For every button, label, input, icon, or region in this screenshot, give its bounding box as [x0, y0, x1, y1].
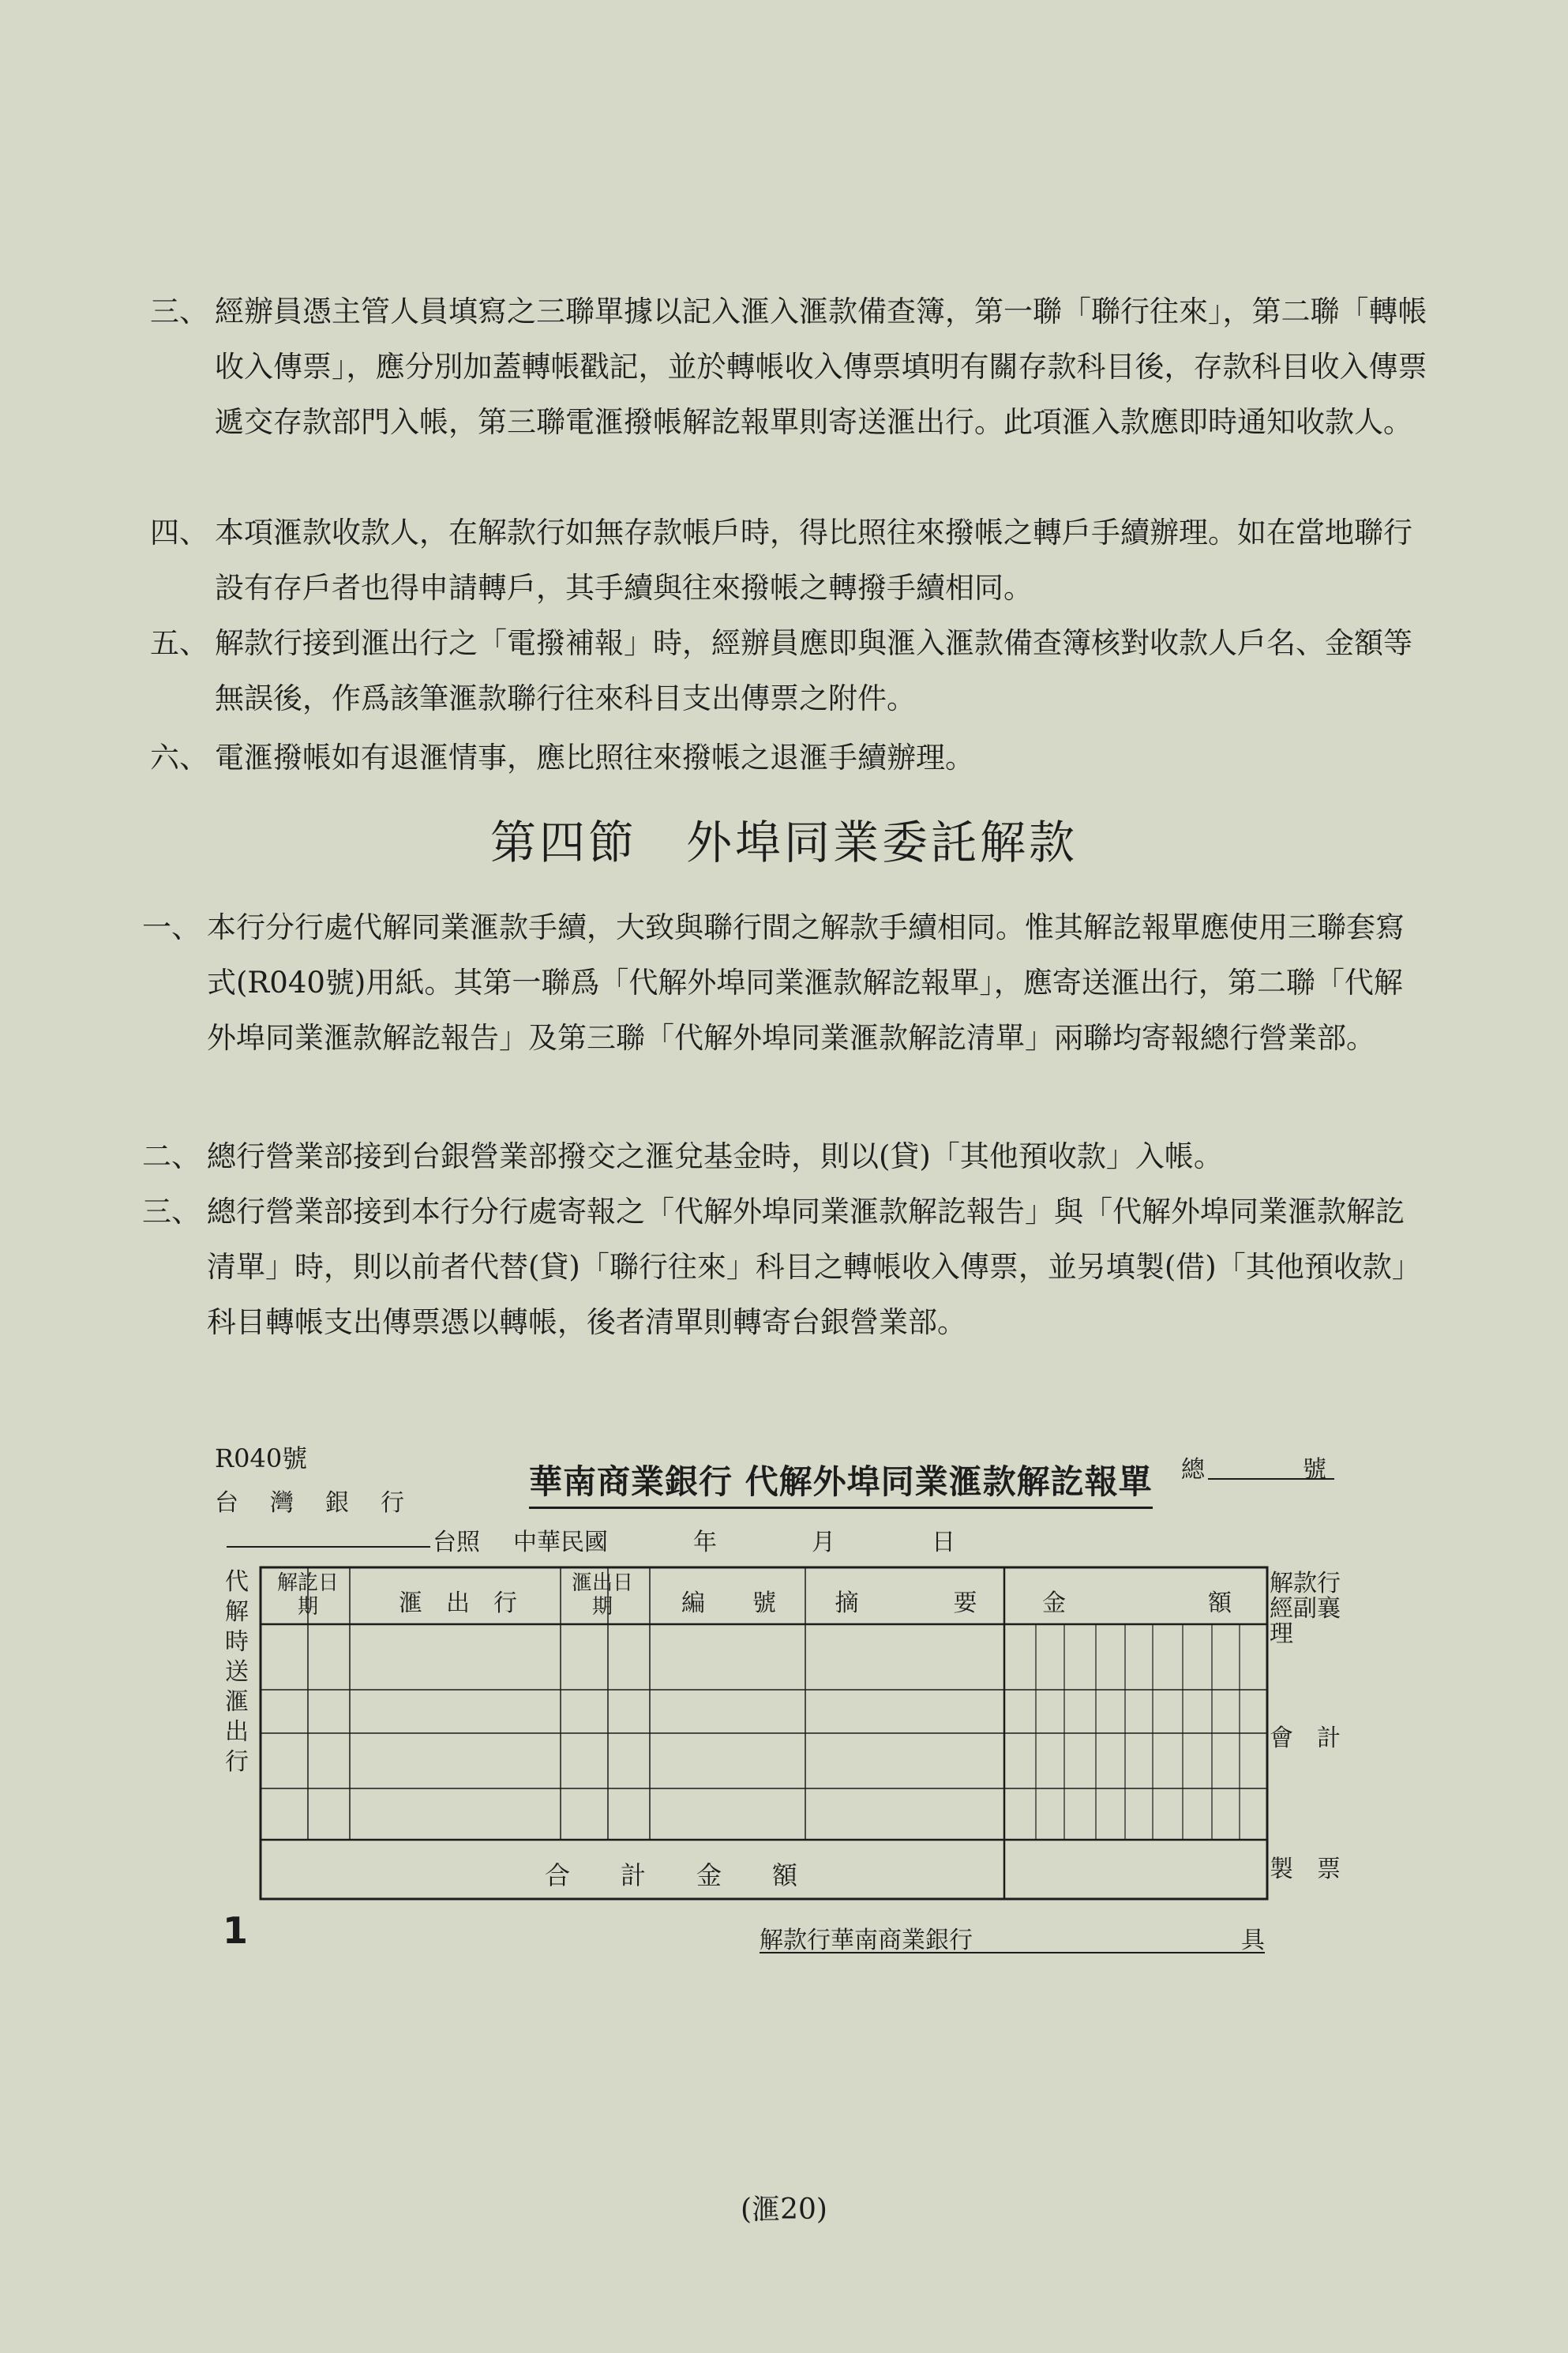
date-month: 月 — [812, 1529, 835, 1556]
date-day: 日 — [932, 1529, 955, 1556]
date-prefix: 台照 — [433, 1529, 480, 1556]
item-number: 四、 — [150, 516, 208, 550]
item-text: 總行營業部接到台銀營業部撥交之滙兌基金時，則以(貸)「其他預收款」入帳。 — [207, 1139, 1223, 1173]
right-label-manager: 解款行經副襄理 — [1270, 1570, 1341, 1648]
item-text: 解款行接到滙出行之「電撥補報」時，經辦員應即與滙入滙款備查簿核對收款人戶名、金額等無誤後，作爲該筆滙款聯行往來科目支出傳票之附件。 — [215, 626, 1412, 715]
header-amount: 金 額 — [1042, 1589, 1232, 1617]
header-settle-date: 解訖日期 — [276, 1571, 339, 1619]
item-text: 本行分行處代解同業滙款手續，大致與聯行間之解款手續相同。惟其解訖報單應使用三聯套寫式(R040號)用紙。其第一聯爲「代解外埠同業滙款解訖報單」，應寄送滙出行，第二聯「代解外埠同業滙款解訖報告」及第三聯「代解外埠同業滙款解訖清單」兩聯均寄報總行營業部。 — [207, 910, 1405, 1055]
item-number: 六、 — [150, 741, 208, 775]
item-number: 二、 — [142, 1139, 201, 1173]
form-page-marker: 1 — [223, 1909, 249, 1952]
section-heading: 第四節 外埠同業委託解款 — [490, 816, 1078, 869]
header-remit-date: 滙出日期 — [571, 1571, 633, 1619]
issuer: 解款行華南商業銀行 — [760, 1927, 973, 1954]
item-number: 三、 — [142, 1195, 201, 1229]
right-label-preparer: 製 票 — [1270, 1856, 1341, 1883]
header-number: 編 號 — [681, 1589, 776, 1617]
right-label-accounting: 會 計 — [1270, 1724, 1341, 1752]
form-title: 華南商業銀行 代解外埠同業滙款解訖報單 — [529, 1456, 1153, 1509]
page-number: (滙20) — [741, 2194, 827, 2226]
date-year: 年 — [693, 1529, 717, 1556]
issuer-line — [760, 1952, 1265, 1953]
serial-label: 總 — [1181, 1456, 1205, 1484]
item-number: 五、 — [150, 626, 208, 660]
form-code: R040號 — [215, 1443, 308, 1473]
item-text: 本項滙款收款人，在解款行如無存款帳戶時，得比照往來撥帳之轉戶手續辦理。如在當地聯行設有存戶者也得申請轉戶，其手續與往來撥帳之轉撥手續相同。 — [215, 516, 1412, 605]
form-recipient: 台灣銀行 — [215, 1489, 436, 1517]
issuer-end: 具 — [1241, 1927, 1265, 1954]
total-label: 合 計 金 額 — [544, 1860, 797, 1890]
item-text: 總行營業部接到本行分行處寄報之「代解外埠同業滙款解訖報告」與「代解外埠同業滙款解訖清單」時，則以前者代替(貸)「聯行往來」科目之轉帳收入傳票，並另填製(借)「其他預收款」科目轉帳支出傳票憑以轉帳，後者清單則轉寄台銀營業部。 — [207, 1195, 1421, 1339]
header-summary: 摘 要 — [835, 1589, 977, 1617]
item-number: 三、 — [150, 295, 208, 328]
side-note-text: 代解時送滙出行 — [225, 1568, 249, 1776]
header-remitting-bank: 滙 出 行 — [399, 1589, 517, 1617]
item-text: 經辦員憑主管人員填寫之三聯單據以記入滙入滙款備查簿，第一聯「聯行往來」，第二聯「轉帳收入傳票」，應分別加蓋轉帳戳記，並於轉帳收入傳票填明有關存款科目後，存款科目收入傳票遞交存款部門入帳，第三聯電滙撥帳解訖報單則寄送滙出行。此項滙入款應即時通知收款人。 — [215, 295, 1427, 439]
date-era: 中華民國 — [513, 1529, 608, 1556]
item-number: 一、 — [142, 910, 201, 944]
item-text: 電滙撥帳如有退滙情事，應比照往來撥帳之退滙手續辦理。 — [215, 741, 974, 775]
serial-suffix: 號 — [1303, 1456, 1326, 1484]
